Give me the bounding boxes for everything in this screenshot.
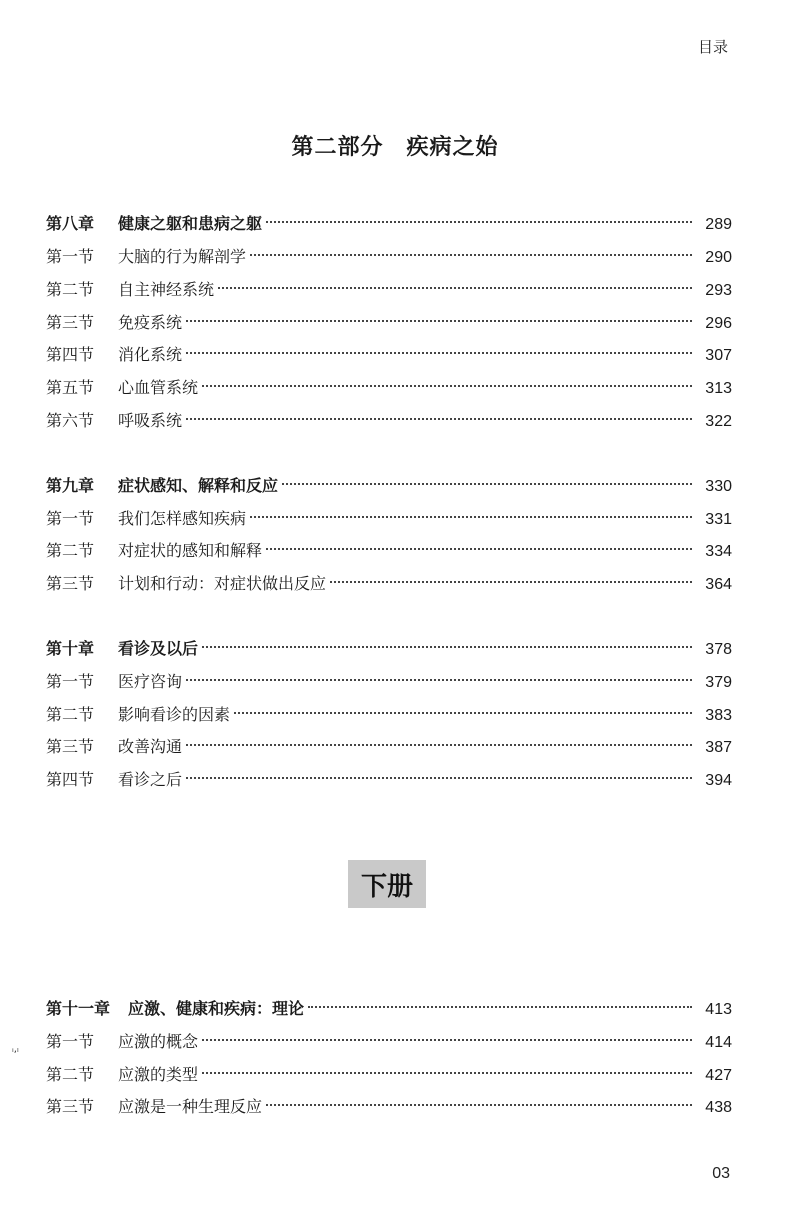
dot-leader (266, 548, 692, 550)
toc-section[interactable] (46, 1093, 732, 1121)
dot-leader (308, 1006, 692, 1008)
section-label: 第一节 (46, 247, 95, 266)
toc-section[interactable] (46, 505, 732, 533)
dot-leader (282, 483, 692, 485)
section-page: 414 (705, 1034, 732, 1051)
dot-leader (202, 646, 692, 648)
chapter-page: 330 (705, 478, 732, 495)
chapter-title: 健康之躯和患病之躯 (118, 214, 263, 233)
page-number: 03 (712, 1165, 730, 1182)
section-title: 消化系统 (118, 345, 183, 364)
dot-leader (186, 777, 692, 779)
toc-section[interactable] (46, 1028, 732, 1056)
toc-section[interactable] (46, 537, 732, 565)
toc-chapter-10[interactable] (46, 635, 732, 663)
dot-leader (186, 352, 692, 354)
section-page: 293 (705, 282, 732, 299)
section-page: 322 (705, 413, 732, 430)
chapter-page: 378 (705, 641, 732, 658)
section-title: 我们怎样感知疾病 (118, 509, 247, 528)
section-page: 290 (705, 249, 732, 266)
section-title: 大脑的行为解剖学 (118, 247, 247, 266)
chapter-page: 289 (705, 216, 732, 233)
toc-section[interactable] (46, 766, 732, 794)
toc-section[interactable] (46, 733, 732, 761)
dot-leader (250, 254, 692, 256)
toc-section[interactable] (46, 309, 732, 337)
chapter-label: 第十一章 (46, 999, 111, 1018)
section-label: 第二节 (46, 1065, 95, 1084)
section-page: 438 (705, 1099, 732, 1116)
section-label: 第二节 (46, 280, 95, 299)
dot-leader (266, 1104, 692, 1106)
chapter-title: 应激、健康和疾病：理论 (128, 999, 305, 1018)
volume-badge: 下册 (348, 860, 426, 908)
section-page: 296 (705, 315, 732, 332)
running-header: 目录 (697, 38, 728, 56)
section-label: 第三节 (46, 313, 95, 332)
chapter-label: 第八章 (46, 214, 95, 233)
dot-leader (186, 679, 692, 681)
section-label: 第四节 (46, 770, 95, 789)
section-page: 427 (705, 1067, 732, 1084)
dot-leader (250, 516, 692, 518)
section-page: 331 (705, 511, 732, 528)
toc-section[interactable] (46, 407, 732, 435)
dot-leader (330, 581, 692, 583)
chapter-page: 413 (705, 1001, 732, 1018)
section-title: 改善沟通 (118, 737, 183, 756)
section-label: 第三节 (46, 737, 95, 756)
section-label: 第三节 (46, 1097, 95, 1116)
section-title: 对症状的感知和解释 (118, 541, 263, 560)
section-title: 应激的概念 (118, 1032, 199, 1051)
section-label: 第二节 (46, 705, 95, 724)
section-page: 364 (705, 576, 732, 593)
section-label: 第一节 (46, 509, 95, 528)
toc-chapter-9[interactable] (46, 472, 732, 500)
section-page: 387 (705, 739, 732, 756)
section-title: 免疫系统 (118, 313, 183, 332)
section-title: 影响看诊的因素 (118, 705, 231, 724)
part-title: 第二部分 疾病之始 (291, 135, 499, 160)
chapter-label: 第十章 (46, 639, 95, 658)
dot-leader (202, 1072, 692, 1074)
section-title: 计划和行动：对症状做出反应 (118, 574, 327, 593)
toc-section[interactable] (46, 668, 732, 696)
section-label: 第四节 (46, 345, 95, 364)
toc-section[interactable] (46, 243, 732, 271)
section-title: 应激的类型 (118, 1065, 199, 1084)
section-title: 应激是一种生理反应 (118, 1097, 263, 1116)
section-page: 394 (705, 772, 732, 789)
section-label: 第一节 (46, 1032, 95, 1051)
section-page: 313 (705, 380, 732, 397)
toc-section[interactable] (46, 1061, 732, 1089)
section-label: 第二节 (46, 541, 95, 560)
dot-leader (186, 418, 692, 420)
section-title: 看诊之后 (118, 770, 183, 789)
margin-mark: ᵢ,ₗ (12, 1044, 19, 1055)
dot-leader (202, 385, 692, 387)
dot-leader (234, 712, 692, 714)
dot-leader (186, 320, 692, 322)
section-page: 379 (705, 674, 732, 691)
dot-leader (202, 1039, 692, 1041)
section-title: 心血管系统 (118, 378, 199, 397)
section-label: 第一节 (46, 672, 95, 691)
section-label: 第五节 (46, 378, 95, 397)
toc-section[interactable] (46, 701, 732, 729)
chapter-title: 看诊及以后 (118, 639, 199, 658)
dot-leader (186, 744, 692, 746)
section-label: 第三节 (46, 574, 95, 593)
section-title: 医疗咨询 (118, 672, 183, 691)
toc-section[interactable] (46, 374, 732, 402)
dot-leader (266, 221, 692, 223)
chapter-label: 第九章 (46, 476, 95, 495)
toc-section[interactable] (46, 570, 732, 598)
toc-chapter-8[interactable] (46, 210, 732, 238)
section-title: 自主神经系统 (118, 280, 215, 299)
toc-section[interactable] (46, 341, 732, 369)
chapter-title: 症状感知、解释和反应 (118, 476, 279, 495)
section-page: 334 (705, 543, 732, 560)
section-page: 307 (705, 347, 732, 364)
toc-chapter-11[interactable] (46, 995, 732, 1023)
section-label: 第六节 (46, 411, 95, 430)
dot-leader (218, 287, 692, 289)
toc-section[interactable] (46, 276, 732, 304)
section-title: 呼吸系统 (118, 411, 183, 430)
section-page: 383 (705, 707, 732, 724)
